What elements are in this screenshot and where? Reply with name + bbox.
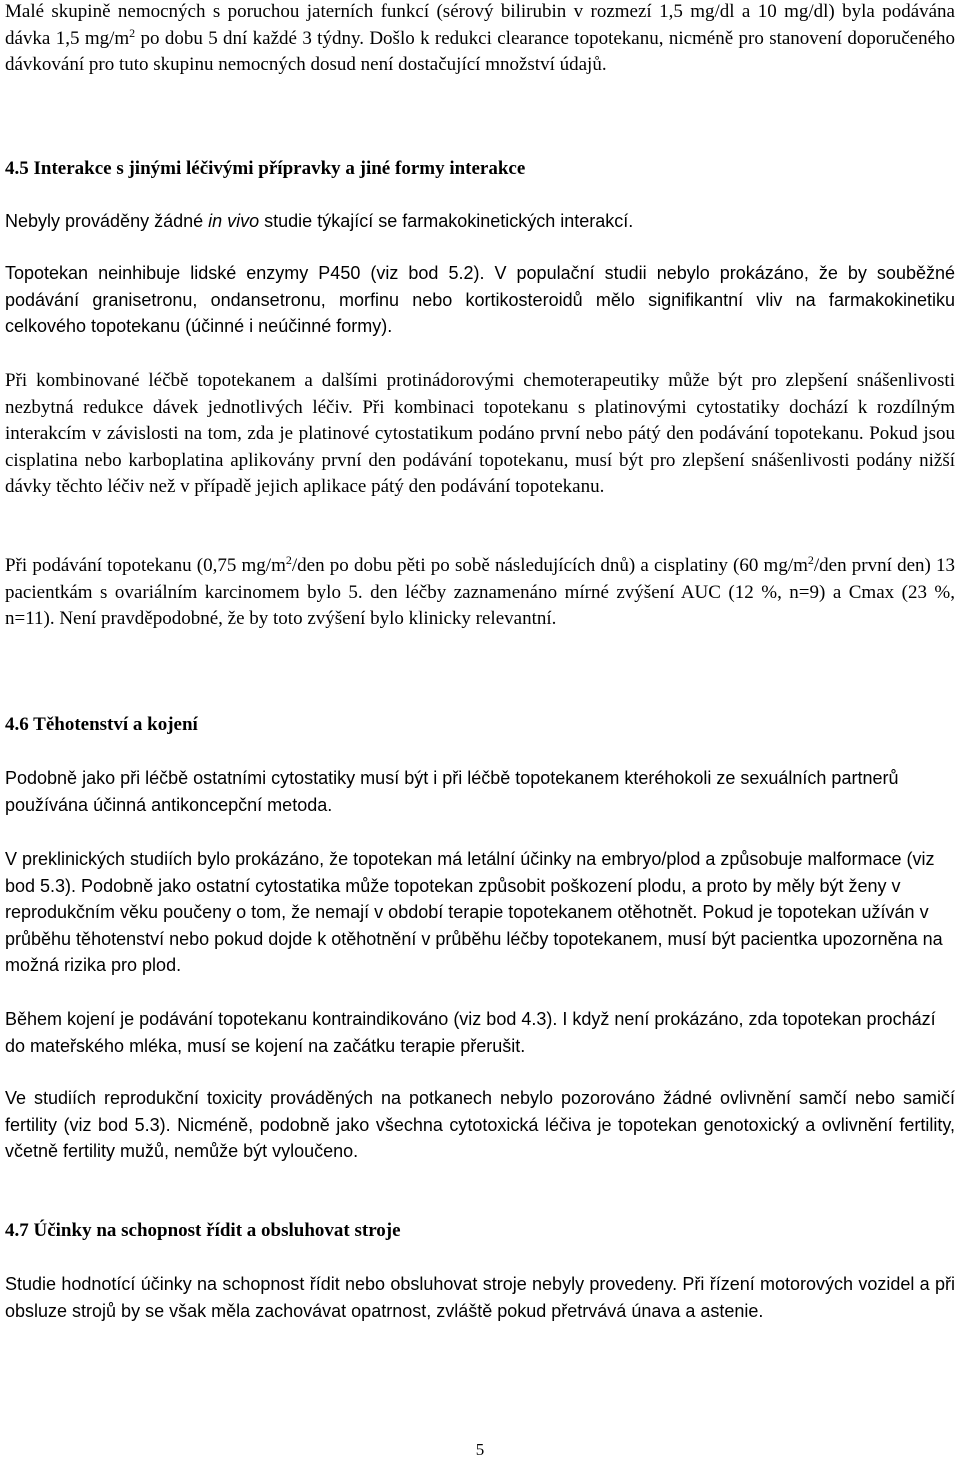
section-4-5-heading: 4.5 Interakce s jinými léčivými přípravky a jiné formy interakce <box>5 158 526 179</box>
section-4-5-paragraph-4: Při podávání topotekanu (0,75 $mg/m^2$/den po dobu pěti po sobě následujících dnů) a cisplatiny (60 $mg/m^2$/den první den) 13 pacientkám s ovariálním karcinomem bylo 5. den léčby zaznamenáno mírné zvýšení AUC (12 %, n=9) a Cmax (23 %, n=11). Není pravděpodobné, že by toto zvýšení bylo klinicky relevantní. <box>5 553 956 630</box>
section-4-7-heading: 4.7 Účinky na schopnost řídit a obsluhovat stroje <box>5 1220 401 1241</box>
italic-term: in vivo <box>208 211 260 231</box>
section-4-6-paragraph-3: Během kojení je podávání topotekanu kontraindikováno (viz bod 4.3). I když není prokázáno, zda topotekan prochází do mateřského mléka, musí se kojení na začátku terapie přerušit. <box>5 1009 936 1056</box>
section-4-6-paragraph-2: V preklinických studiích bylo prokázáno, že topotekan má letální účinky na embryo/plod a způsobuje malformace (viz bod 5.3). Podobně jako ostatní cytostatika může topotekan způsobit poškození plodu, a proto by měly být ženy v reprodukčním věku poučeny o tom, že nemají v období terapie topotekanem otěhotnět. Pokud je topotekan užíván v průběhu těhotenství nebo pokud dojde k otěhotnění v průběhu léčby topotekanem, musí být pacientka upozorněna na možná rizika pro plod. <box>5 849 943 976</box>
intro-text-1: Malé skupině nemocných s poruchou jaterních funkcí (sérový bilirubin v rozmezí 1,5 mg/dl a 10 mg/dl) byla podávána dávka 1,5 mg/m <box>5 1 955 49</box>
section-4-6-heading: 4.6 Těhotenství a kojení <box>5 714 198 735</box>
page-number: 5 <box>475 1440 485 1459</box>
superscript: 2 <box>285 553 292 567</box>
superscript: 2 <box>807 553 814 567</box>
intro-text-2: po dobu 5 dní každé 3 týdny. Došlo k redukci clearance topotekanu, nicméně pro stanovení doporučeného dávkování pro tuto skupinu nemocných dosud není dostačující množství údajů. <box>5 27 955 76</box>
section-4-5-paragraph-1: Nebyly prováděny žádné in vivo studie týkající se farmakokinetických interakcí. <box>5 211 634 231</box>
intro-paragraph <box>5 0 955 79</box>
section-4-5-paragraph-2: Topotekan neinhibuje lidské enzymy P450 (viz bod 5.2). V populační studii nebylo prokázáno, že by souběžné podávání granisetronu, ondansetronu, morfinu nebo kortikosteroidů mělo signifikantní vliv na farmakokinetiku celkového topotekanu (účinné i neúčinné formy). <box>5 263 955 337</box>
section-4-6-paragraph-1: Podobně jako při léčbě ostatními cytostatiky musí být i při léčbě topotekanem kteréhokoli ze sexuálních partnerů používána účinná antikoncepční metoda. <box>5 768 899 815</box>
section-4-5-paragraph-3: Při kombinované léčbě topotekanem a dalšími protinádorovými chemoterapeutiky může být pro zlepšení snášenlivosti nezbytná redukce dávek jednotlivých léčiv. Při kombinaci topotekanu s platinovými cytostatiky dochází k rozdílným interakcím v závislosti na tom, zda je platinové cytostatikum podáno první nebo pátý den podávání topotekanu. Pokud jsou cisplatina nebo karboplatina aplikovány první den podávání topotekanu, musí být pro zlepšení snášenlivosti podány nižší dávky těchto léčiv než v případě jejich aplikace pátý den podávání topotekanu. <box>5 370 955 498</box>
superscript: 2 <box>129 25 136 40</box>
section-4-7-paragraph-1: Studie hodnotící účinky na schopnost řídit nebo obsluhovat stroje nebyly provedeny. Při řízení motorových vozidel a při obsluze strojů by se však měla zachovávat opatrnost, zvláště pokud přetrvává únava a astenie. <box>5 1274 955 1321</box>
section-4-6-paragraph-4: Ve studiích reprodukční toxicity prováděných na potkanech nebylo pozorováno žádné ovlivnění samčí nebo samičí fertility (viz bod 5.3). Nicméně, podobně jako všechna cytotoxická léčiva je topotekan genotoxický a ovlivnění fertility, včetně fertility mužů, nemůže být vyloučeno. <box>5 1088 955 1162</box>
